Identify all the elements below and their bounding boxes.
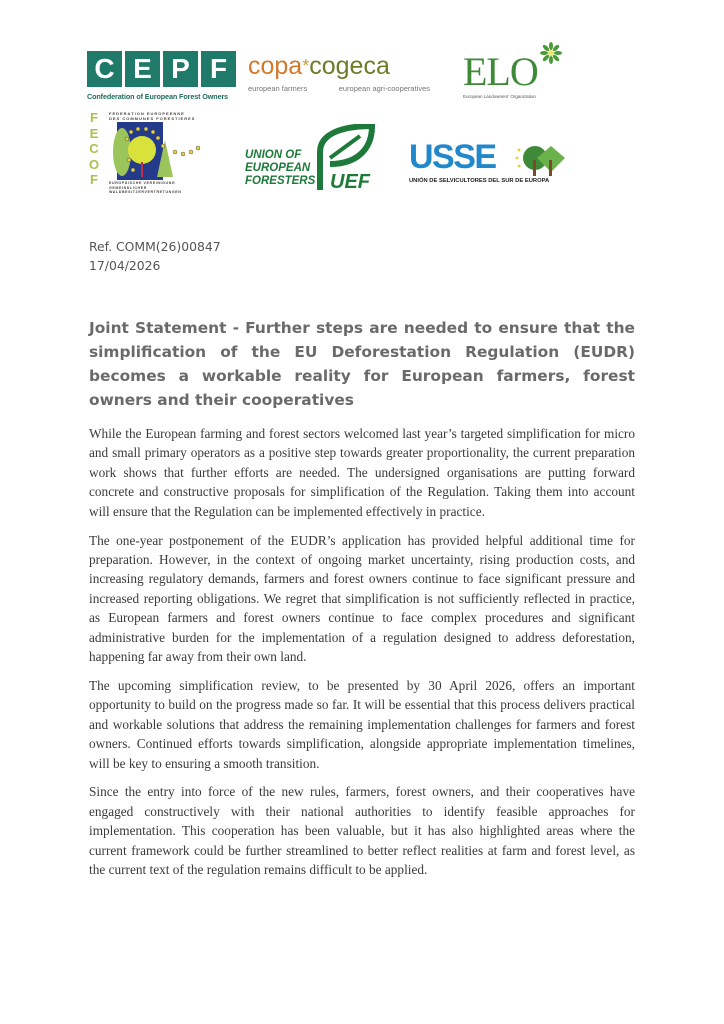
usse-logo (409, 140, 569, 190)
elo-logo (463, 42, 573, 99)
elo-subtitle: European Landowners' Organization (463, 94, 536, 99)
fecof-top-text: FEDERATION EUROPEENNE DES COMMUNES FORESTIERES (109, 111, 196, 121)
paragraph: While the European farming and forest sectors welcomed last year’s targeted simplification for micro and small primary operators as a positive step towards greater proportionality, the current preparation work shows that further efforts are needed. The undersigned organisations are putting forward concrete and constructive proposals for simplification of the Regulation. Taking them into account will ensure that the Regulation can be implemented effectively in practice. (89, 426, 635, 519)
cepf-letter: E (125, 51, 160, 87)
cepf-letter: P (163, 51, 198, 87)
leaf-icon (316, 124, 376, 192)
sunburst-icon (540, 42, 562, 64)
paragraph: Since the entry into force of the new rules, farmers, forest owners, and their cooperatives have engaged constructively with their national authorities to identify feasible approaches for implementation. This cooperation has been valuable, but it has also highlighted areas where the current framework could be further streamlined to better reflect realities at farm and forest level, as the current text of the regulation remains difficult to be applied. (89, 784, 635, 878)
cepf-letter: C (87, 51, 122, 87)
copa-cogeca-logo (248, 52, 438, 93)
paragraph: The upcoming simplification review, to be presented by 30 April 2026, offers an important opportunity to build on the progress made so far. It will be essential that this process delivers practical and workable solutions that address the remaining implementation challenges for farmers and forest owners. Continued efforts towards simplification, alongside appropriate implementation timelines, will be key to ensuring a smooth transition. (89, 677, 635, 771)
uef-text: UNION OF EUROPEAN FORESTERS (245, 149, 316, 187)
cepf-logo (87, 51, 239, 101)
tree-stars-icon (107, 122, 207, 182)
fecof-logo (87, 110, 205, 195)
asterisk-icon: * (302, 56, 310, 76)
cepf-letter: F (201, 51, 236, 87)
document-body (89, 424, 635, 889)
svg-text:UEF: UEF (330, 171, 370, 192)
fecof-letters: FECOF (89, 110, 100, 187)
usse-subtitle: UNIÓN DE SELVICULTORES DEL SUR DE EUROPA (409, 178, 550, 184)
reference-number: Ref. COMM(26)00847 (89, 239, 221, 254)
document-date: 17/04/2026 (89, 258, 161, 273)
cogeca-subtitle: european agri-cooperatives (338, 84, 430, 93)
uef-logo (245, 124, 375, 192)
trees-icon (515, 144, 571, 176)
usse-wordmark: USSE (409, 138, 496, 176)
fecof-bottom-text: EUROPÄISCHE VEREINIGUNG GEMEINDLICHER WALDBESITZERVERTRETUNGEN (109, 181, 182, 195)
document-reference-block (89, 237, 221, 275)
elo-wordmark: ELO (463, 49, 538, 94)
cepf-subtitle: Confederation of European Forest Owners (87, 92, 229, 101)
document-title: Joint Statement - Further steps are needed to ensure that the simplification of the EU Deforestation Regulation (EUDR) becomes a workable reality for European farmers, forest owners and their cooperatives (89, 319, 635, 409)
paragraph: The one-year postponement of the EUDR’s application has provided helpful additional time for preparation. However, in the context of ongoing market uncertainty, rising production costs, and increasing regulatory demands, farmers and forest owners continue to face significant pressure and increased reporting obligations. We regret that simplification is not sufficiently reflected in practice, as European farmers and forest owners continue to face complex procedures and significant administrative burden for the implementation of a regulation designed to address deforestation, happening far away from their own land. (89, 532, 635, 664)
copa-wordmark: copa (248, 52, 303, 80)
copa-subtitle: european farmers (248, 84, 308, 93)
cogeca-wordmark: cogeca (309, 52, 390, 80)
